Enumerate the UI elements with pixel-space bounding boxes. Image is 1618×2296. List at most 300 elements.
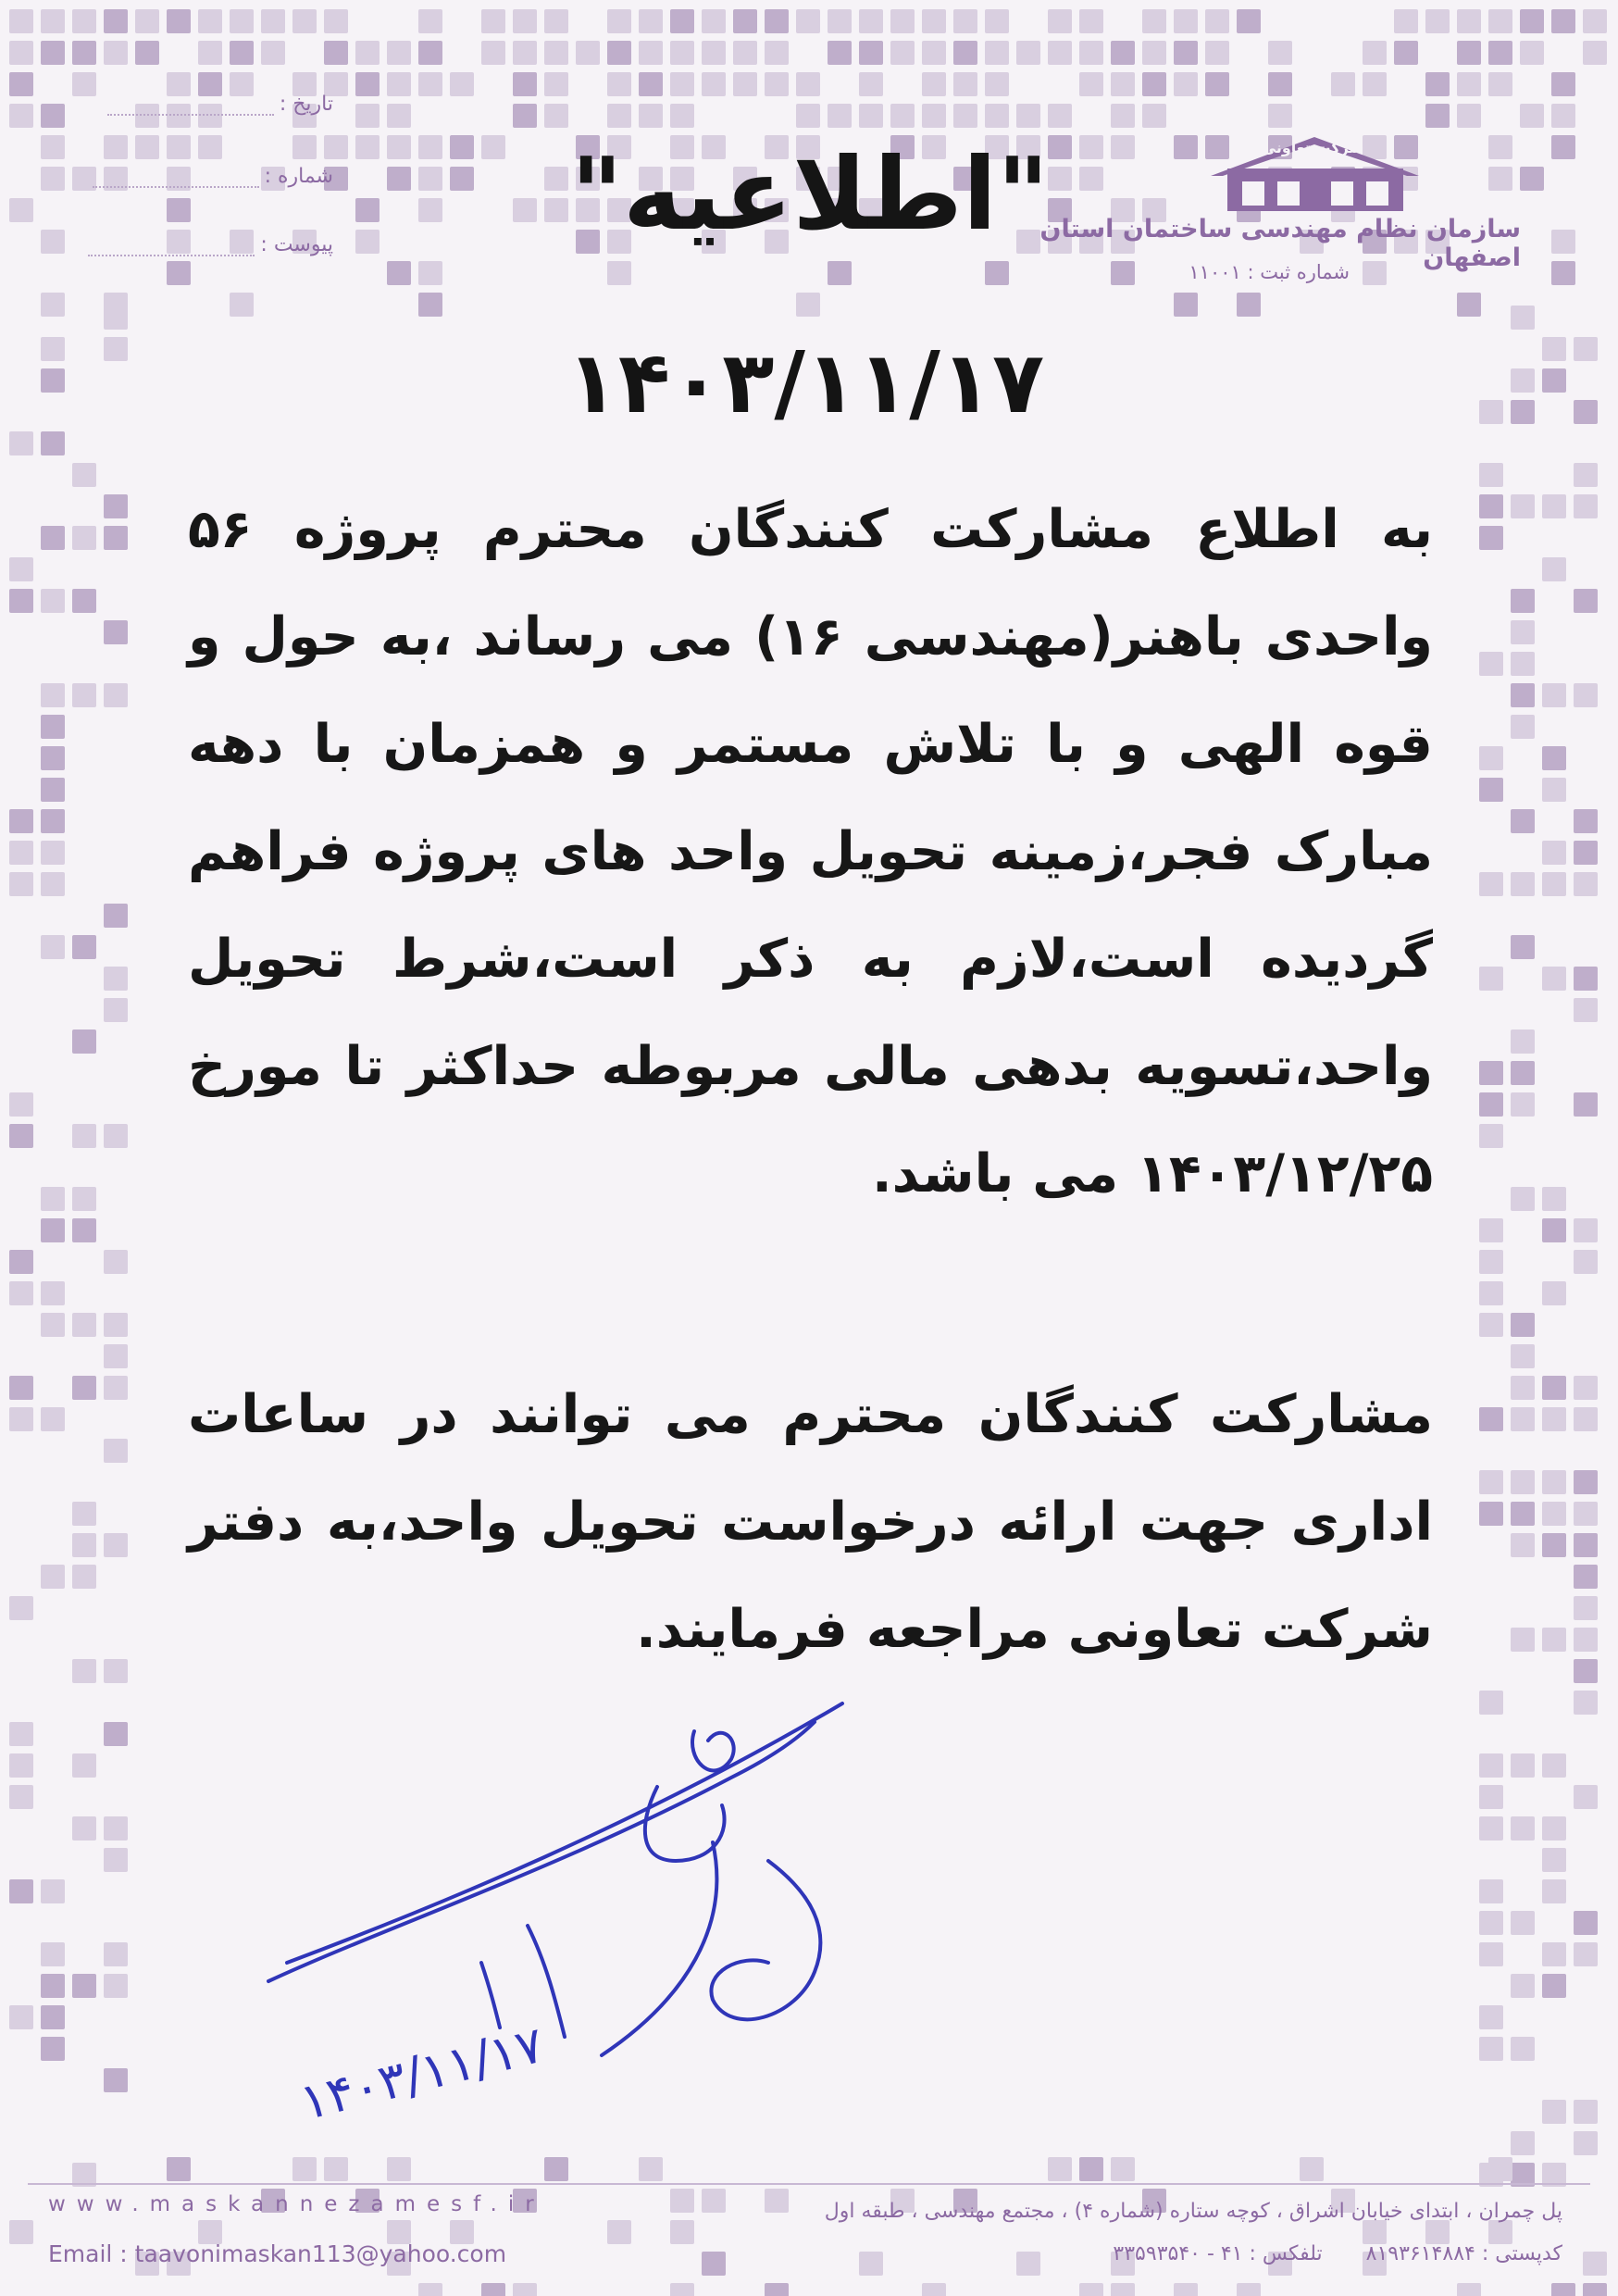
background-tile xyxy=(1542,337,1566,361)
background-tile xyxy=(104,1313,128,1337)
announcement-paragraph-2: مشارکت کنندگان محترم می توانند در ساعات اداری جهت ارائه درخواست تحویل واحد،به دفتر شرکت تعاونی مراجعه فرمایند. xyxy=(188,1384,1433,1660)
background-tile xyxy=(1425,104,1450,128)
background-tile xyxy=(576,41,600,65)
background-tile xyxy=(702,41,726,65)
background-tile xyxy=(953,72,977,96)
background-tile xyxy=(355,135,380,159)
background-tile xyxy=(41,1407,65,1431)
background-tile xyxy=(1574,1502,1598,1526)
background-tile xyxy=(1488,135,1512,159)
background-tile xyxy=(733,41,757,65)
background-tile xyxy=(1574,589,1598,613)
background-tile xyxy=(1479,1124,1503,1148)
background-tile xyxy=(859,72,883,96)
background-tile xyxy=(1542,841,1566,865)
background-tile xyxy=(1142,9,1166,33)
background-tile xyxy=(72,1187,96,1211)
background-tile xyxy=(104,1533,128,1557)
background-tile xyxy=(1511,935,1535,959)
background-tile xyxy=(1574,1533,1598,1557)
background-tile xyxy=(72,1218,96,1242)
background-tile xyxy=(41,368,65,393)
background-tile xyxy=(1479,2037,1503,2061)
background-tile xyxy=(41,337,65,361)
background-tile xyxy=(72,1502,96,1526)
background-tile xyxy=(1488,2157,1512,2181)
background-tile xyxy=(1479,1785,1503,1809)
background-tile xyxy=(418,135,442,159)
background-tile xyxy=(104,620,128,644)
background-tile xyxy=(41,1879,65,1903)
background-tile xyxy=(9,841,33,865)
background-tile xyxy=(859,9,883,33)
background-tile xyxy=(230,9,254,33)
background-tile xyxy=(985,41,1009,65)
background-tile xyxy=(1511,1313,1535,1337)
background-tile xyxy=(890,41,915,65)
background-tile xyxy=(1511,1753,1535,1778)
background-tile xyxy=(607,104,631,128)
background-tile xyxy=(1583,2283,1607,2296)
background-tile xyxy=(1488,41,1512,65)
background-tile xyxy=(355,72,380,96)
background-tile xyxy=(104,1439,128,1463)
background-tile xyxy=(1205,72,1229,96)
background-tile xyxy=(1574,1218,1598,1242)
background-tile xyxy=(1574,1628,1598,1652)
background-tile xyxy=(41,1313,65,1337)
background-tile xyxy=(1542,1848,1566,1872)
background-tile xyxy=(230,41,254,65)
background-tile xyxy=(104,1816,128,1841)
background-tile xyxy=(292,9,317,33)
background-tile xyxy=(1542,1218,1566,1242)
background-tile xyxy=(41,1565,65,1589)
background-tile xyxy=(1511,715,1535,739)
background-tile xyxy=(1551,9,1575,33)
background-tile xyxy=(1542,1407,1566,1431)
background-tile xyxy=(922,104,946,128)
background-tile xyxy=(355,104,380,128)
background-tile xyxy=(41,1281,65,1305)
background-tile xyxy=(198,41,222,65)
background-tile xyxy=(261,9,285,33)
background-tile xyxy=(104,494,128,518)
background-tile xyxy=(418,198,442,222)
announcement-title: "اطلاعیه" xyxy=(570,137,1050,253)
background-tile xyxy=(796,293,820,317)
background-tile xyxy=(1394,41,1418,65)
background-tile xyxy=(41,293,65,317)
background-tile xyxy=(1520,167,1544,191)
background-tile xyxy=(670,2283,694,2296)
background-tile xyxy=(1511,368,1535,393)
background-tile xyxy=(72,1313,96,1337)
background-tile xyxy=(1479,1879,1503,1903)
background-tile xyxy=(481,9,505,33)
background-tile xyxy=(1574,1565,1598,1589)
footer-phone: تلفکس : ۴۱ - ۳۳۵۹۳۵۴۰ xyxy=(1113,2242,1323,2265)
background-tile xyxy=(41,167,65,191)
background-tile xyxy=(1520,9,1544,33)
background-tile xyxy=(72,41,96,65)
background-tile xyxy=(41,2037,65,2061)
background-tile xyxy=(41,1187,65,1211)
background-tile xyxy=(72,1753,96,1778)
background-tile xyxy=(1574,2131,1598,2155)
background-tile xyxy=(1205,9,1229,33)
background-tile xyxy=(1574,1785,1598,1809)
background-tile xyxy=(9,2005,33,2029)
background-tile xyxy=(104,41,128,65)
background-tile xyxy=(387,135,411,159)
background-tile xyxy=(9,1722,33,1746)
background-tile xyxy=(1542,1533,1566,1557)
background-tile xyxy=(41,715,65,739)
date-label: تاریخ : xyxy=(279,93,333,116)
background-tile xyxy=(1542,1942,1566,1966)
background-tile xyxy=(1574,1092,1598,1117)
background-tile xyxy=(953,104,977,128)
background-tile xyxy=(1542,967,1566,991)
background-tile xyxy=(1511,1407,1535,1431)
background-tile xyxy=(765,9,789,33)
background-tile xyxy=(1511,1092,1535,1117)
background-tile xyxy=(1479,1753,1503,1778)
footer-address: پل چمران ، ابتدای خیابان اشراق ، کوچه ستاره (شماره ۴) ، مجتمع مهندسی ، طبقه اول xyxy=(824,2200,1562,2223)
background-tile xyxy=(1511,1911,1535,1935)
background-tile xyxy=(1511,683,1535,707)
background-tile xyxy=(9,589,33,613)
background-tile xyxy=(922,2283,946,2296)
attachment-label: پیوست : xyxy=(260,233,333,256)
background-tile xyxy=(953,41,977,65)
background-tile xyxy=(1574,400,1598,424)
background-tile xyxy=(1511,1974,1535,1998)
background-tile xyxy=(1583,2252,1607,2276)
background-tile xyxy=(1511,809,1535,833)
background-tile xyxy=(1551,104,1575,128)
background-tile xyxy=(9,72,33,96)
background-tile xyxy=(1457,2283,1481,2296)
background-tile xyxy=(72,1029,96,1054)
background-tile xyxy=(1079,9,1103,33)
background-tile xyxy=(1479,1816,1503,1841)
background-tile xyxy=(1574,1659,1598,1683)
background-tile xyxy=(1111,72,1135,96)
background-tile xyxy=(72,9,96,33)
background-tile xyxy=(1479,1691,1503,1715)
background-tile xyxy=(135,9,159,33)
background-tile xyxy=(1542,1879,1566,1903)
number-field xyxy=(65,165,333,202)
background-tile xyxy=(41,104,65,128)
background-tile xyxy=(796,9,820,33)
background-tile xyxy=(41,1974,65,1998)
background-tile xyxy=(670,72,694,96)
background-tile xyxy=(72,683,96,707)
background-tile xyxy=(765,72,789,96)
background-tile xyxy=(1457,293,1481,317)
background-tile xyxy=(1511,620,1535,644)
background-tile xyxy=(828,104,852,128)
background-tile xyxy=(1542,1753,1566,1778)
background-tile xyxy=(1479,1502,1503,1526)
background-tile xyxy=(9,1785,33,1809)
background-tile xyxy=(639,9,663,33)
background-tile xyxy=(1511,589,1535,613)
background-tile xyxy=(1511,1470,1535,1494)
background-tile xyxy=(104,1974,128,1998)
background-tile xyxy=(355,230,380,254)
background-tile xyxy=(1111,41,1135,65)
background-tile xyxy=(733,9,757,33)
background-tile xyxy=(1511,1061,1535,1085)
background-tile xyxy=(1016,104,1040,128)
background-tile xyxy=(1425,72,1450,96)
background-tile xyxy=(1542,494,1566,518)
background-tile xyxy=(9,1124,33,1148)
background-tile xyxy=(1016,41,1040,65)
background-tile xyxy=(1479,2005,1503,2029)
background-tile xyxy=(104,337,128,361)
background-tile xyxy=(41,41,65,65)
background-tile xyxy=(1574,998,1598,1022)
background-tile xyxy=(1142,72,1166,96)
background-tile xyxy=(41,841,65,865)
background-tile xyxy=(9,1596,33,1620)
background-tile xyxy=(41,1218,65,1242)
background-tile xyxy=(670,2220,694,2244)
background-tile xyxy=(922,41,946,65)
background-tile xyxy=(607,72,631,96)
background-tile xyxy=(9,104,33,128)
background-tile xyxy=(1479,872,1503,896)
background-tile xyxy=(1542,1974,1566,1998)
background-tile xyxy=(324,41,348,65)
background-tile xyxy=(72,463,96,487)
background-tile xyxy=(355,198,380,222)
background-tile xyxy=(1511,872,1535,896)
background-tile xyxy=(513,2283,537,2296)
background-tile xyxy=(828,261,852,285)
background-tile xyxy=(1574,841,1598,865)
background-tile xyxy=(72,1974,96,1998)
background-tile xyxy=(261,41,285,65)
background-tile xyxy=(9,809,33,833)
background-tile xyxy=(607,261,631,285)
background-tile xyxy=(1268,104,1292,128)
background-tile xyxy=(104,135,128,159)
background-tile xyxy=(796,104,820,128)
background-tile xyxy=(1574,872,1598,896)
background-tile xyxy=(1111,2283,1135,2296)
background-tile xyxy=(733,72,757,96)
background-tile xyxy=(859,104,883,128)
background-tile xyxy=(104,998,128,1022)
footer-contact xyxy=(729,2242,1562,2265)
registration-number: شماره ثبت : ۱۱۰۰۱ xyxy=(1189,261,1350,283)
background-tile xyxy=(72,1376,96,1400)
background-tile xyxy=(1542,1281,1566,1305)
background-tile xyxy=(670,41,694,65)
background-tile xyxy=(481,2283,505,2296)
background-tile xyxy=(104,9,128,33)
background-tile xyxy=(1542,557,1566,581)
background-tile xyxy=(1488,2220,1512,2244)
background-tile xyxy=(1479,1942,1503,1966)
background-tile xyxy=(1425,2220,1450,2244)
announcement-paragraph-1: به اطلاع مشارکت کنندگان محترم پروژه ۵۶ واحدی باهنر(مهندسی ۱۶) می رساند ،به حول و قوه الهی و با تلاش مستمر و همزمان با دهه مبارک فجر،زمینه تحویل واحد های پروژه فراهم گردیده است،لازم به ذکر است،شرط تحویل واحد،تسویه بدهی مالی مربوطه حداکثر تا مورخ ۱۴۰۳/۱۲/۲۵ می باشد. xyxy=(188,499,1433,1204)
background-tile xyxy=(72,1565,96,1589)
background-tile xyxy=(418,167,442,191)
background-tile xyxy=(1542,2100,1566,2124)
background-tile xyxy=(9,872,33,896)
background-tile xyxy=(104,904,128,928)
background-tile xyxy=(1511,1816,1535,1841)
background-tile xyxy=(41,9,65,33)
background-tile xyxy=(1479,746,1503,770)
background-tile xyxy=(670,9,694,33)
background-tile xyxy=(1111,135,1135,159)
background-tile xyxy=(104,1344,128,1368)
background-tile xyxy=(1574,1942,1598,1966)
background-tile xyxy=(1520,104,1544,128)
background-tile xyxy=(1511,2131,1535,2155)
background-tile xyxy=(1551,2283,1575,2296)
background-tile xyxy=(230,293,254,317)
background-tile xyxy=(1542,1470,1566,1494)
background-tile xyxy=(1048,104,1072,128)
background-tile xyxy=(1542,778,1566,802)
background-tile xyxy=(104,2068,128,2092)
background-tile xyxy=(41,230,65,254)
background-tile xyxy=(72,526,96,550)
attachment-field xyxy=(65,233,333,270)
background-tile xyxy=(1511,1187,1535,1211)
background-tile xyxy=(1479,1061,1503,1085)
background-tile xyxy=(1363,2220,1387,2244)
background-tile xyxy=(1511,400,1535,424)
background-tile xyxy=(135,135,159,159)
background-tile xyxy=(1174,2283,1198,2296)
background-tile xyxy=(1479,1911,1503,1935)
background-tile xyxy=(9,2220,33,2244)
background-tile xyxy=(1268,41,1292,65)
background-tile xyxy=(387,104,411,128)
background-tile xyxy=(9,1092,33,1117)
background-tile xyxy=(1237,293,1261,317)
background-tile xyxy=(355,41,380,65)
background-tile xyxy=(9,41,33,65)
organization-name: سازمان نظام مهندسی ساختمان استان اصفهان xyxy=(1039,215,1521,272)
background-tile xyxy=(607,2220,631,2244)
background-tile xyxy=(1511,1376,1535,1400)
background-tile xyxy=(41,778,65,802)
background-tile xyxy=(9,1407,33,1431)
background-tile xyxy=(1142,41,1166,65)
background-tile xyxy=(1079,2283,1103,2296)
background-tile xyxy=(1237,9,1261,33)
background-tile xyxy=(9,1281,33,1305)
background-tile xyxy=(41,1942,65,1966)
announcement-date: ۱۴۰۳/۱۱/۱۷ xyxy=(566,333,1045,432)
background-tile xyxy=(1520,41,1544,65)
background-tile xyxy=(72,935,96,959)
background-tile xyxy=(72,1816,96,1841)
background-tile xyxy=(1574,683,1598,707)
background-tile xyxy=(1174,9,1198,33)
background-tile xyxy=(1479,967,1503,991)
background-tile xyxy=(1574,1691,1598,1715)
background-tile xyxy=(41,809,65,833)
background-tile xyxy=(1479,1281,1503,1305)
background-tile xyxy=(41,135,65,159)
background-tile xyxy=(1479,1092,1503,1117)
background-tile xyxy=(1479,1470,1503,1494)
background-tile xyxy=(1574,494,1598,518)
background-tile xyxy=(324,135,348,159)
background-tile xyxy=(387,72,411,96)
background-tile xyxy=(1174,41,1198,65)
background-tile xyxy=(41,526,65,550)
background-tile xyxy=(1331,72,1355,96)
background-tile xyxy=(1511,1029,1535,1054)
background-tile xyxy=(104,1376,128,1400)
background-tile xyxy=(1457,72,1481,96)
background-tile xyxy=(922,72,946,96)
background-tile xyxy=(9,1376,33,1400)
background-tile xyxy=(639,104,663,128)
background-tile xyxy=(1048,9,1072,33)
background-tile xyxy=(1574,1376,1598,1400)
background-tile xyxy=(1574,337,1598,361)
background-tile xyxy=(1048,41,1072,65)
background-tile xyxy=(9,198,33,222)
background-tile xyxy=(1457,104,1481,128)
background-tile xyxy=(1542,683,1566,707)
background-tile xyxy=(41,683,65,707)
background-tile xyxy=(1142,104,1166,128)
background-tile xyxy=(104,1250,128,1274)
background-tile xyxy=(544,9,568,33)
background-tile xyxy=(1237,2283,1261,2296)
background-tile xyxy=(544,72,568,96)
background-tile xyxy=(859,41,883,65)
background-tile xyxy=(104,306,128,330)
background-tile xyxy=(104,683,128,707)
background-tile xyxy=(1300,2157,1324,2181)
background-tile xyxy=(9,1753,33,1778)
background-tile xyxy=(418,2283,442,2296)
background-tile xyxy=(1488,9,1512,33)
background-tile xyxy=(9,557,33,581)
background-tile xyxy=(1542,368,1566,393)
background-tile xyxy=(1479,463,1503,487)
background-tile xyxy=(1542,746,1566,770)
background-tile xyxy=(481,135,505,159)
number-label: شماره : xyxy=(264,165,333,188)
background-tile xyxy=(513,72,537,96)
background-tile xyxy=(104,1722,128,1746)
background-tile xyxy=(985,72,1009,96)
background-tile xyxy=(1488,72,1512,96)
background-tile xyxy=(1574,2100,1598,2124)
background-tile xyxy=(104,1659,128,1683)
background-tile xyxy=(167,9,191,33)
background-tile xyxy=(1174,293,1198,317)
background-tile xyxy=(828,41,852,65)
